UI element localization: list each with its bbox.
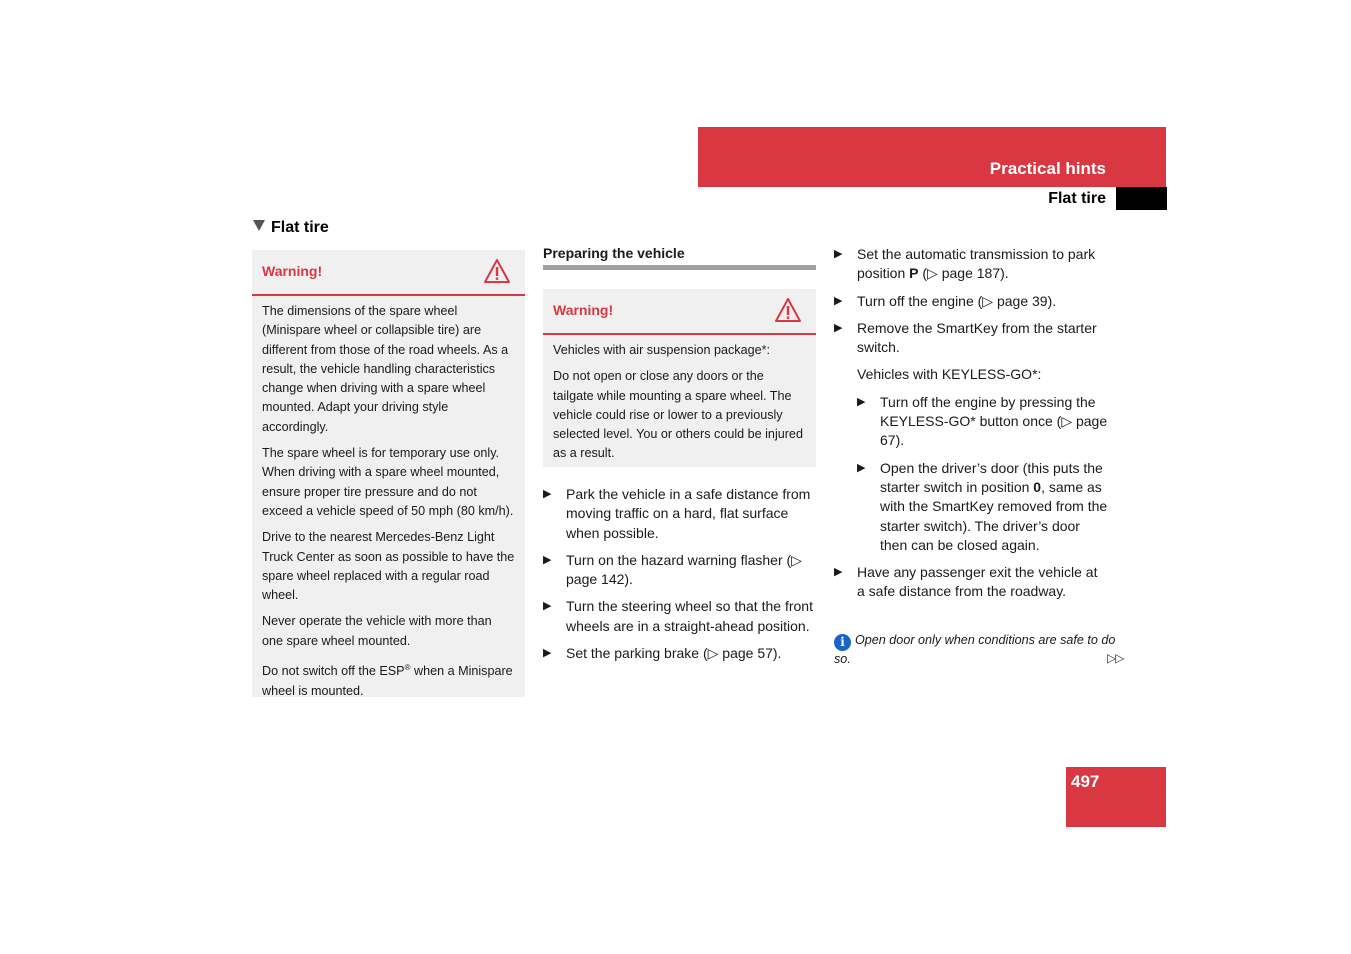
bullet-arrow-icon: ▶ (857, 395, 866, 408)
bullet-arrow-icon: ▶ (834, 248, 843, 260)
info-note (834, 632, 1119, 668)
warning-paragraph: The dimensions of the spare wheel (Minispare wheel or collapsible tire) are different from those of the road wheels. As a result, the vehicle handling characteristics change when driving with a spare wheel mounted. Adapt your driving style accordingly. (262, 304, 509, 434)
warning-header (252, 250, 525, 296)
step-text: Set the automatic transmission to park position (857, 246, 1096, 282)
warning-paragraph: The spare wheel is for temporary use only. When driving with a spare wheel mounted, ensure proper tire pressure and do not exceed a vehicle speed of 50 mph (80 km/h). (262, 446, 514, 518)
section-heading (253, 219, 329, 237)
bullet-arrow-icon: ▶ (543, 488, 552, 500)
warning-body (252, 296, 525, 707)
bullet-arrow-icon: ▶ (857, 461, 866, 474)
warning-paragraph: Drive to the nearest Mercedes-Benz Light Truck Center as soon as possible to have the spare wheel replaced with a regular road wheel. (262, 530, 515, 603)
list-item (543, 597, 818, 636)
warning-triangle-icon (483, 258, 511, 284)
step-text: Open the driver’s door (this puts the starter switch in position (880, 459, 1103, 495)
step-text: , same as with the SmartKey removed from the starter switch). The driver’s door then can be closed again. (880, 478, 1108, 553)
list-item (834, 563, 1109, 602)
switch-position-0: 0 (1033, 478, 1042, 495)
list-item (543, 551, 818, 590)
bullet-arrow-icon: ▶ (834, 566, 843, 579)
step-text: Have any passenger exit the vehicle at a safe distance from the roadway. (857, 564, 1098, 600)
sub-list-item (834, 393, 1109, 451)
list-item (834, 319, 1109, 358)
gear-position-p: P (909, 265, 919, 282)
triangle-down-icon (253, 220, 265, 231)
list-item (834, 245, 1109, 284)
warning-label: Warning! (262, 263, 323, 279)
section-title: Flat tire (1048, 190, 1106, 207)
continued-marker: ▷▷ (1107, 651, 1124, 665)
step-text: (▷ page 187). (918, 265, 1009, 282)
sub-list-item (834, 459, 1109, 555)
warning-body (543, 335, 816, 470)
preparing-steps (543, 485, 818, 671)
list-item (543, 644, 818, 663)
list-item (543, 485, 818, 543)
step-text: Turn off the engine by pressing the KEYLESS-GO* button once (▷ page 67). (880, 393, 1108, 449)
bullet-arrow-icon: ▶ (543, 553, 552, 566)
info-icon: i (834, 634, 851, 651)
warning-triangle-icon (774, 297, 802, 323)
warning-paragraph: Vehicles with air suspension package*: (553, 343, 771, 357)
esp-text-pre: Do not switch off the ESP (262, 664, 405, 679)
warning-label: Warning! (553, 302, 614, 318)
step-text: Turn the steering wheel so that the front wheels are in a straight-ahead position. (566, 598, 813, 634)
registered-mark: ® (404, 663, 411, 673)
esp-text-post: when a Minispare wheel is mounted. (262, 664, 513, 698)
preparing-steps-continued (834, 245, 1109, 610)
warning-box-spare-wheel (252, 250, 525, 697)
warning-box-air-suspension (543, 289, 816, 467)
step-text: Set the parking brake (▷ page 57). (566, 645, 782, 662)
bullet-arrow-icon: ▶ (834, 294, 843, 307)
list-item (834, 292, 1109, 311)
bullet-arrow-icon: ▶ (543, 600, 552, 613)
bullet-arrow-icon: ▶ (834, 321, 843, 334)
page-number: 497 (1071, 772, 1100, 791)
warning-paragraph: Never operate the vehicle with more than one spare wheel mounted. (262, 614, 492, 648)
bullet-arrow-icon: ▶ (543, 647, 552, 660)
warning-paragraph-esp (262, 658, 515, 701)
section-marker (1116, 187, 1167, 210)
section-heading-text: Flat tire (271, 219, 329, 236)
warning-header (543, 289, 816, 335)
step-text: Turn off the engine (▷ page 39). (857, 292, 1057, 309)
step-text: Park the vehicle in a safe distance from moving traffic on a hard, flat surface when possible. (566, 486, 811, 541)
step-text: Remove the SmartKey from the starter switch. (857, 319, 1097, 356)
keyless-note: Vehicles with KEYLESS-GO*: (857, 366, 1042, 383)
warning-paragraph: Do not open or close any doors or the tailgate while mounting a spare wheel. The vehicle could rise or lower to a previously selected level. You or others could be injured as a result. (553, 369, 803, 461)
chapter-title: Practical hints (989, 159, 1106, 178)
info-note-text: Open door only when conditions are safe to do so. (834, 633, 1116, 666)
preparing-heading: Preparing the vehicle (543, 245, 816, 270)
step-text: Turn on the hazard warning flasher (▷ page 142). (566, 551, 802, 588)
